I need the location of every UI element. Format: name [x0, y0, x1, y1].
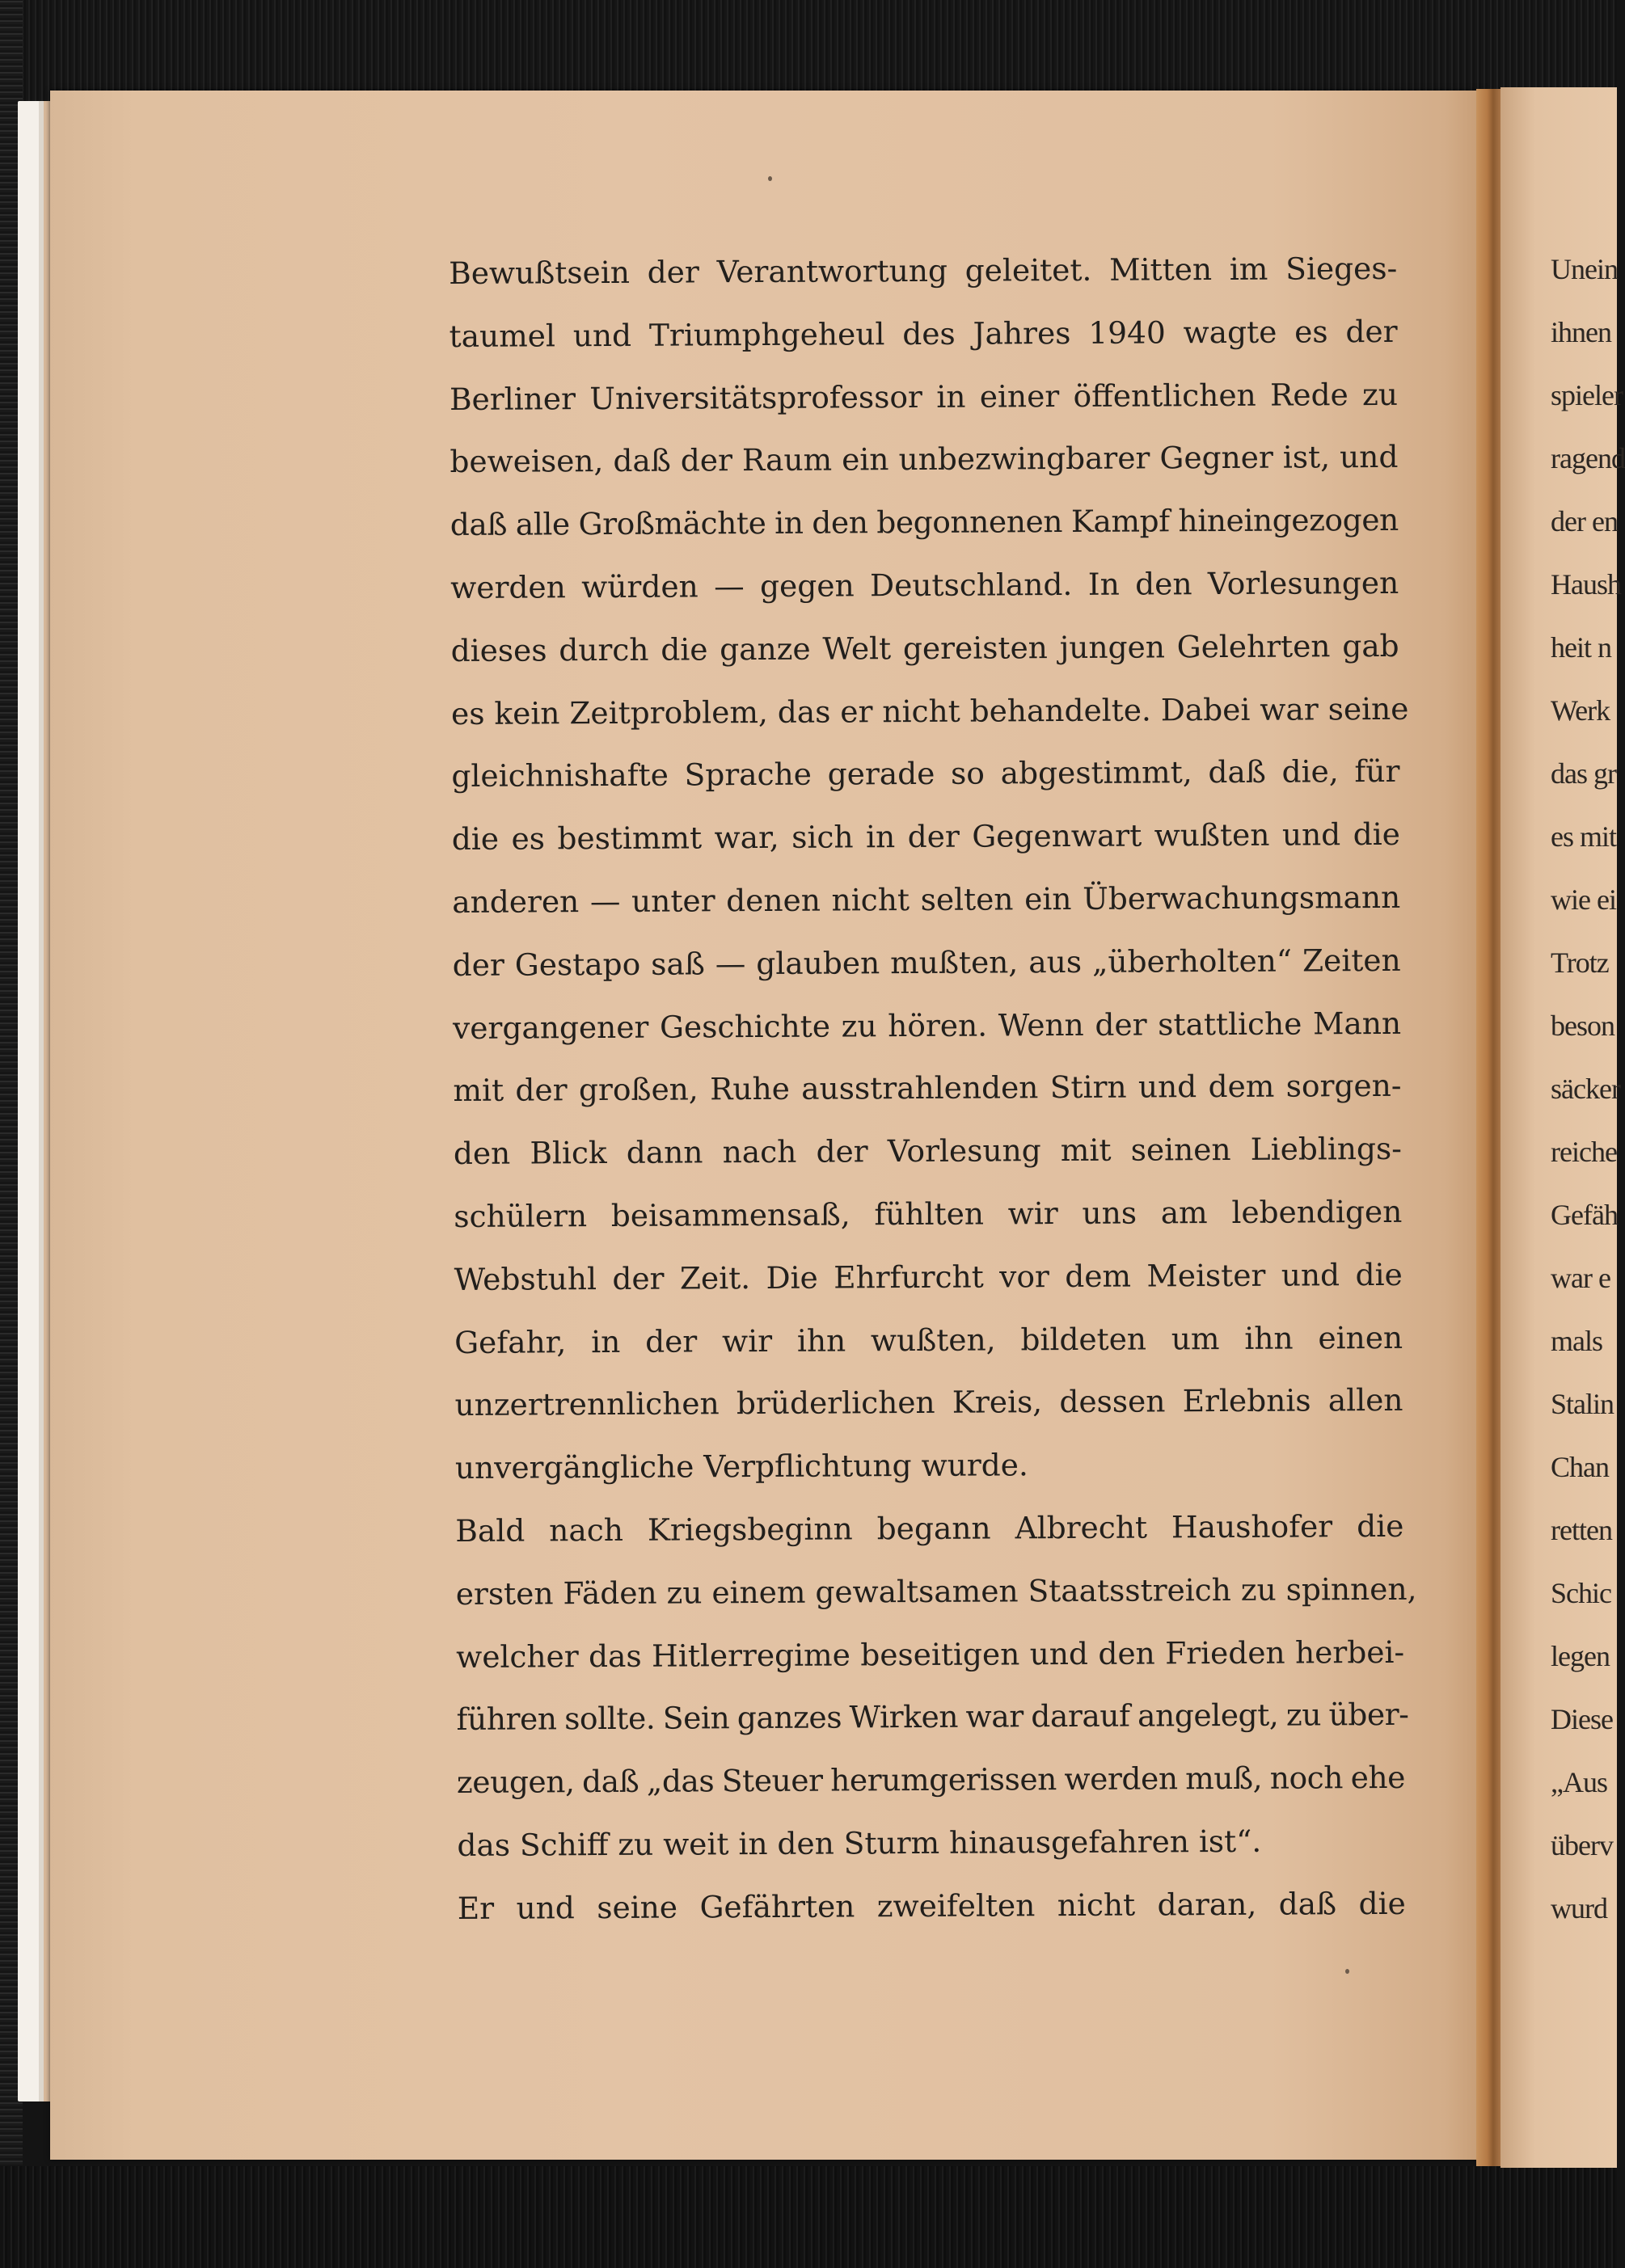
facing-line: der en: [1551, 505, 1618, 537]
text-line: Bald nach Kriegsbeginn begann Albrecht Haushofer die: [455, 1507, 1404, 1549]
text-line: es kein Zeitproblem, das er nicht behandelte. Dabei war seine: [450, 690, 1409, 731]
paper-speck: [768, 176, 772, 181]
text-line: anderen — unter denen nicht selten ein Überwachungsmann: [452, 879, 1401, 920]
facing-line: Werk: [1551, 694, 1610, 727]
facing-line: überv: [1551, 1829, 1613, 1861]
text-line: führen sollte. Sein ganzes Wirken war darauf angelegt, zu über-: [456, 1697, 1409, 1738]
facing-line: heit n: [1551, 631, 1611, 664]
text-line: dieses durch die ganze Welt gereisten jungen Gelehrten gab: [450, 627, 1399, 668]
text-line: werden würden — gegen Deutschland. In den Vorlesungen: [450, 564, 1399, 605]
facing-line: säcker: [1551, 1073, 1620, 1105]
facing-line: „Aus: [1551, 1766, 1607, 1798]
text-line: daß alle Großmächte in den begonnenen Kampf hineingezogen: [450, 502, 1399, 543]
text-line: Gefahr, in der wir ihn wußten, bildeten um ihn einen: [454, 1319, 1403, 1360]
text-line: unvergängliche Verpflichtung wurde.: [454, 1447, 1028, 1486]
text-line: unzertrennlichen brüderlichen Kreis, dessen Erlebnis allen: [454, 1382, 1403, 1423]
facing-line: wie ei: [1551, 883, 1616, 916]
body-text: [449, 238, 1417, 1941]
text-line: Berliner Universitätsprofessor in einer öffentlichen Rede zu: [449, 376, 1399, 417]
facing-line: spieler: [1551, 379, 1623, 411]
facing-line: retten: [1551, 1514, 1612, 1546]
text-line: das Schiff zu weit in den Sturm hinausgefahren ist“.: [457, 1823, 1262, 1863]
text-line: vergangener Geschichte zu hören. Wenn der stattliche Mann: [452, 1005, 1402, 1046]
facing-line: Gefäh: [1551, 1199, 1618, 1231]
facing-line: Chan: [1551, 1451, 1609, 1483]
text-line: welcher das Hitlerregime beseitigen und den Frieden herbei-: [456, 1634, 1405, 1675]
facing-line: reiche: [1551, 1136, 1617, 1168]
facing-line: ihnen: [1551, 316, 1611, 348]
paper-speck: [1345, 1969, 1349, 1974]
text-line: Er und seine Gefährten zweifelten nicht daran, daß die: [457, 1885, 1406, 1926]
facing-line: mals: [1551, 1325, 1602, 1357]
text-line: die es bestimmt war, sich in der Gegenwart wußten und die: [451, 816, 1400, 858]
book-gutter: [1476, 89, 1500, 2166]
text-line: Bewußtsein der Verantwortung geleitet. Mitten im Sieges-: [449, 250, 1398, 291]
facing-line: Stalin: [1551, 1388, 1614, 1420]
text-line: Webstuhl der Zeit. Die Ehrfurcht vor dem Meister und die: [454, 1256, 1403, 1297]
facing-line: Trotz: [1551, 946, 1609, 979]
facing-line: Schic: [1551, 1577, 1611, 1609]
facing-line: es mit: [1551, 820, 1616, 853]
book-cover-cloth-top: [0, 0, 1617, 101]
text-line: den Blick dann nach der Vorlesung mit seinen Lieblings-: [453, 1130, 1403, 1172]
facing-line: Diese: [1551, 1703, 1613, 1735]
facing-line: ragend: [1551, 442, 1625, 474]
facing-line: beson: [1551, 1010, 1614, 1042]
text-line: taumel und Triumphgeheul des Jahres 1940 wagte es der: [449, 313, 1398, 354]
text-line: schülern beisammensaß, fühlten wir uns am lebendigen: [454, 1193, 1403, 1234]
text-line: der Gestapo saß — glauben mußten, aus „überholten“ Zeiten: [452, 942, 1401, 983]
facing-line: war e: [1551, 1262, 1610, 1294]
facing-line: Haush: [1551, 568, 1621, 601]
facing-line: wurd: [1551, 1892, 1607, 1924]
facing-line: Unein: [1551, 253, 1618, 285]
text-line: gleichnishafte Sprache gerade so abgestimmt, daß die, für: [451, 753, 1400, 795]
text-line: beweisen, daß der Raum ein unbezwingbarer Gegner ist, und: [450, 439, 1399, 480]
facing-line: das gr: [1551, 757, 1616, 790]
text-line: mit der großen, Ruhe ausstrahlenden Stirn und dem sorgen-: [453, 1068, 1402, 1109]
text-line: ersten Fäden zu einem gewaltsamen Staatsstreich zu spinnen,: [455, 1570, 1417, 1612]
facing-line: legen: [1551, 1640, 1610, 1672]
text-line: zeugen, daß „das Steuer herumgerissen werden muß, noch ehe: [456, 1759, 1406, 1801]
facing-page: [1500, 87, 1625, 2168]
book-cover-cloth-bottom: [0, 2166, 1617, 2268]
